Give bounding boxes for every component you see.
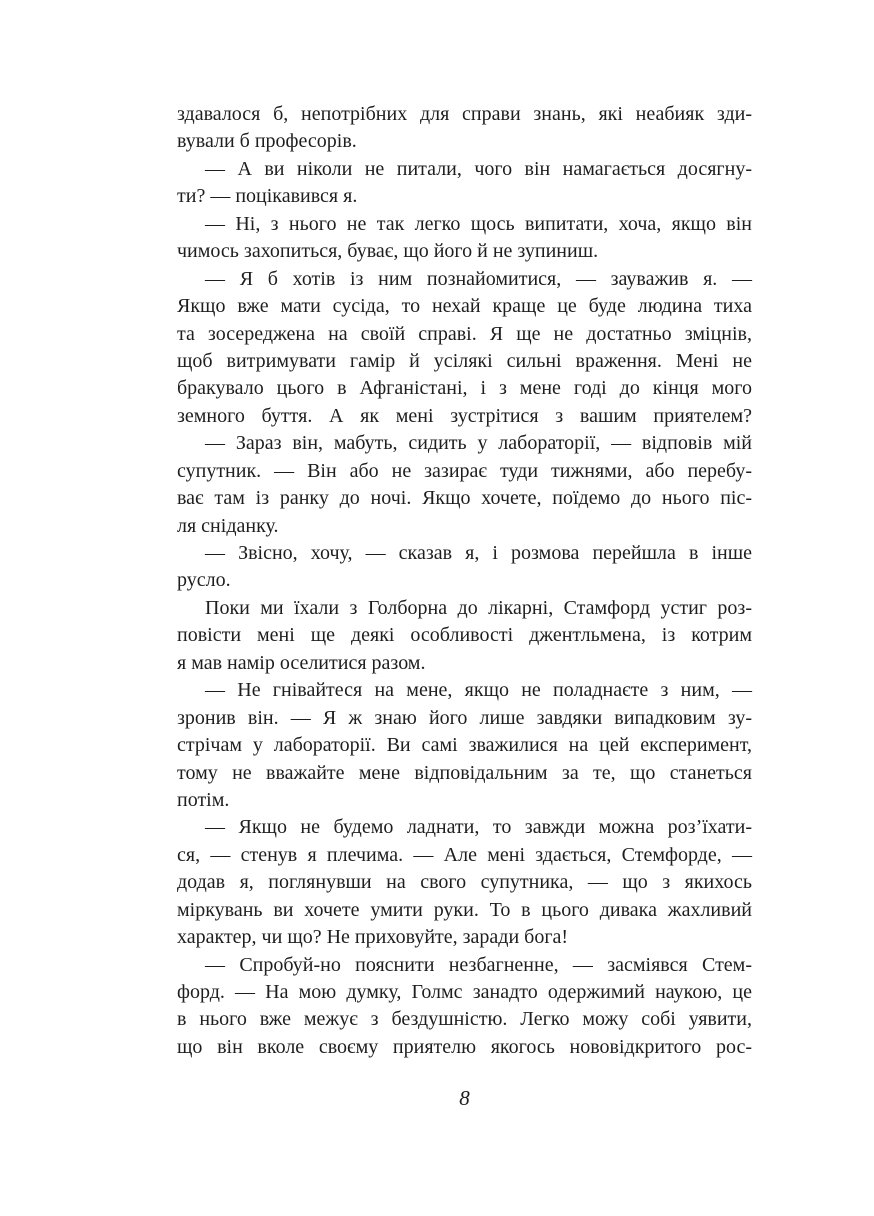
text-line: зронив він. — Я ж знаю його лише завдяки випадковим зу- bbox=[177, 706, 752, 729]
text-line: що він вколе своєму приятелю якогось нововідкритого рос- bbox=[177, 1035, 752, 1058]
text-line: — Якщо не будемо ладнати, то завжди можна роз’їхати- bbox=[205, 816, 752, 839]
text-line: потім. bbox=[177, 788, 230, 811]
text-line: чимось захопиться, буває, що його й не зупиниш. bbox=[177, 240, 599, 263]
text-line: — Я б хотів із ним познайомитися, — зауважив я. — bbox=[205, 267, 752, 290]
text-line: — Спробуй-но пояснити незбагненне, — засміявся Стем- bbox=[205, 953, 752, 976]
text-line: щоб витримувати гамір й усілякі сильні враження. Мені не bbox=[177, 349, 752, 372]
text-line: та зосереджена на своїй справі. Я ще не достатньо зміцнів, bbox=[177, 322, 752, 345]
text-line: — Ні, з нього не так легко щось випитати, хоча, якщо він bbox=[205, 212, 752, 235]
text-line: — Не гнівайтеся на мене, якщо не поладнаєте з ним, — bbox=[205, 679, 752, 702]
text-line: в нього вже межує з бездушністю. Легко можу собі уявити, bbox=[177, 1008, 752, 1031]
text-line: форд. — На мою думку, Голмс занадто одержимий наукою, це bbox=[177, 981, 752, 1003]
text-line: повісти мені ще деякі особливості джентльмена, із котрим bbox=[177, 624, 752, 647]
text-line: — Звісно, хочу, — сказав я, і розмова перейшла в інше bbox=[205, 542, 752, 564]
text-line: Поки ми їхали з Голборна до лікарні, Стамфорд устиг роз- bbox=[205, 596, 752, 619]
text-line: ся, — стенув я плечима. — Але мені здається, Стемфорде, — bbox=[177, 843, 752, 866]
text-line: Якщо вже мати сусіда, то нехай краще це буде людина тиха bbox=[177, 295, 752, 318]
text-line: земного буття. А як мені зустрітися з вашим приятелем? bbox=[177, 404, 752, 427]
text-line: міркувань ви хочете умити руки. То в цього дивака жахливий bbox=[177, 898, 752, 921]
text-line: супутник. — Він або не зазирає туди тижнями, або перебу- bbox=[177, 459, 752, 482]
text-line: додав я, поглянувши на свого супутника, — що з якихось bbox=[177, 871, 752, 894]
text-line: здавалося б, непотрібних для справи знань, які неабияк зди- bbox=[177, 103, 752, 125]
text-line: ти? — поцікавився я. bbox=[177, 185, 358, 208]
text-line: я мав намір оселитися разом. bbox=[177, 651, 426, 674]
text-line: — Зараз він, мабуть, сидить у лабораторії, — відповів мій bbox=[205, 432, 752, 455]
text-line: вували б професорів. bbox=[177, 130, 357, 153]
page-number: 8 bbox=[459, 1086, 470, 1110]
text-line: русло. bbox=[177, 569, 231, 592]
text-line: характер, чи що? Не приховуйте, заради бога! bbox=[177, 926, 569, 949]
text-line: — А ви ніколи не питали, чого він намагається досягну- bbox=[205, 157, 752, 180]
text-line: тому не вважайте мене відповідальним за те, що станеться bbox=[177, 761, 752, 784]
page-text bbox=[177, 101, 752, 1061]
text-line: бракувало цього в Афганістані, і з мене годі до кінця мого bbox=[177, 377, 752, 400]
text-line: ває там із ранку до ночі. Якщо хочете, поїдемо до нього піс- bbox=[177, 487, 752, 510]
text-line: ля сніданку. bbox=[177, 514, 279, 537]
text-line: стрічам у лабораторії. Ви самі зважилися на цей експеримент, bbox=[177, 734, 752, 757]
